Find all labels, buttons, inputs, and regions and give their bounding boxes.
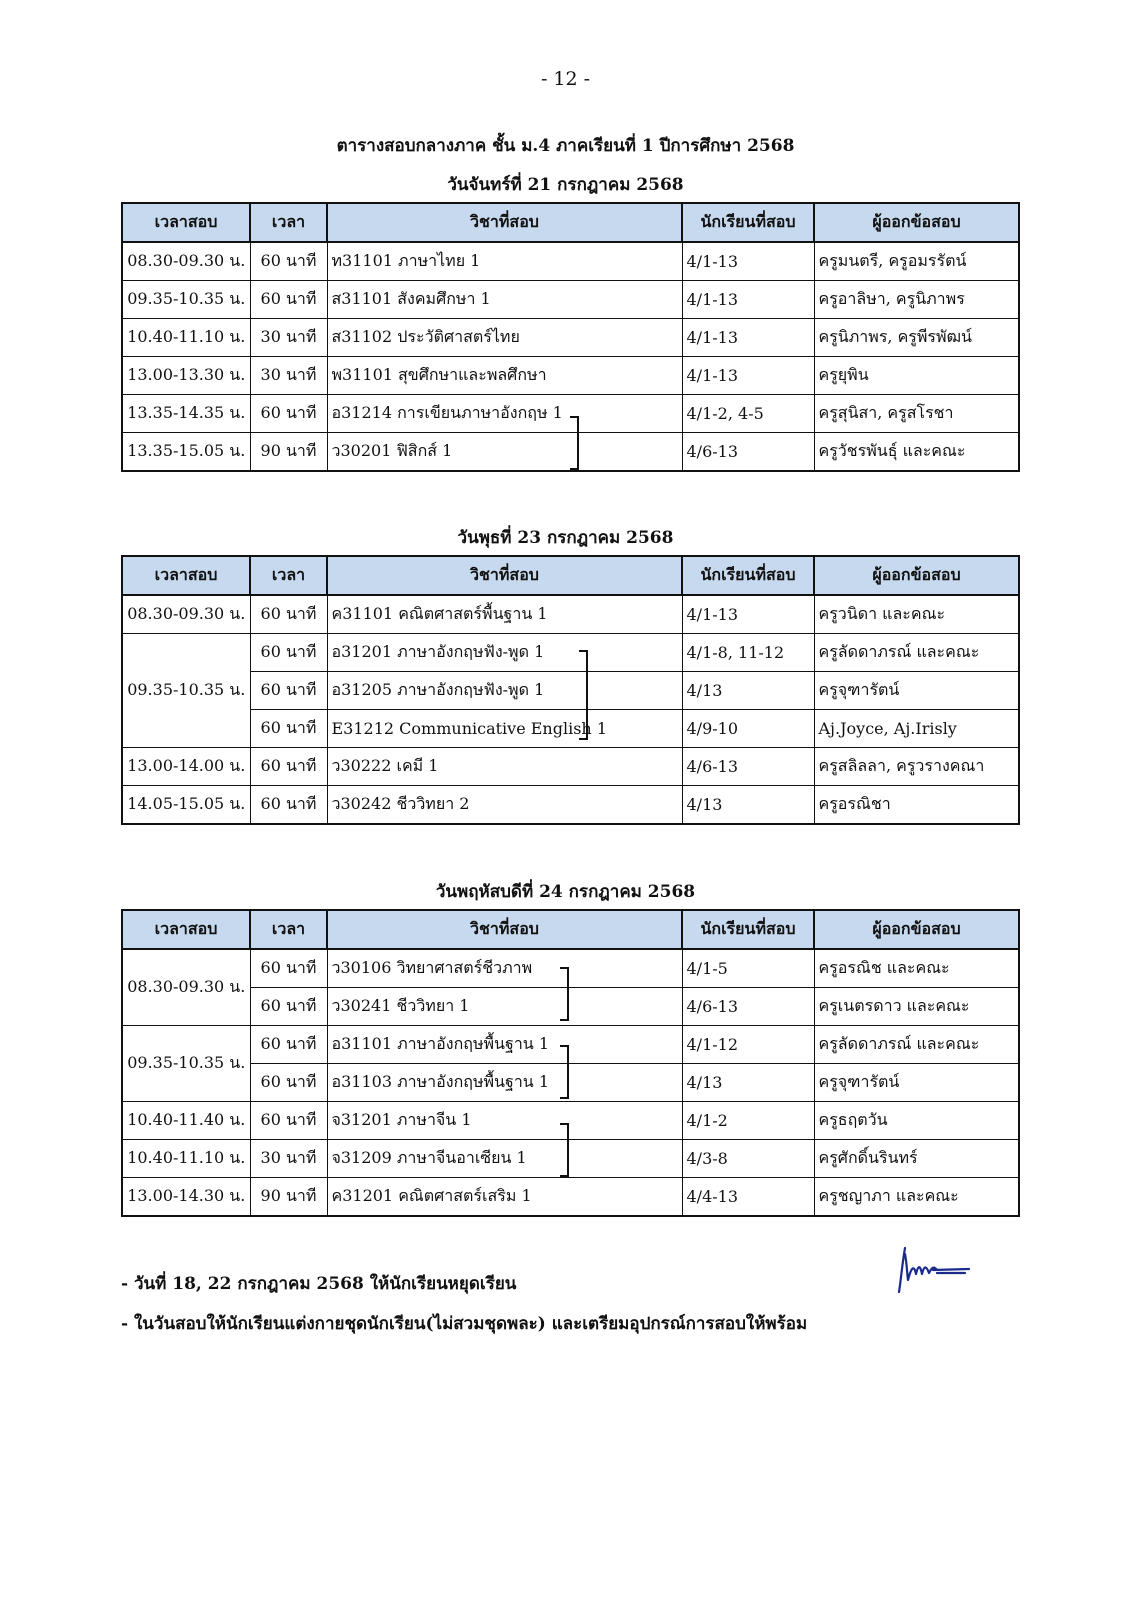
examiner: ครูวัชรพันธุ์ และคณะ bbox=[814, 433, 1019, 472]
exam-time: 09.35-10.35 น. bbox=[122, 281, 250, 319]
subject: อ31101 ภาษาอังกฤษพื้นฐาน 1 bbox=[327, 1026, 682, 1064]
examiner: ครูเนตรดาว และคณะ bbox=[814, 988, 1019, 1026]
exam-time: 10.40-11.10 น. bbox=[122, 319, 250, 357]
subject: ว30241 ชีววิทยา 1 bbox=[327, 988, 682, 1026]
examiner: ครูสุนิสา, ครูสโรชา bbox=[814, 395, 1019, 433]
duration: 60 นาที bbox=[250, 634, 327, 672]
table-row bbox=[122, 595, 1019, 634]
note-holiday: - วันที่ 18, 22 กรกฎาคม 2568 ให้นักเรียนหยุดเรียน bbox=[121, 1274, 517, 1294]
students: 4/6-13 bbox=[682, 433, 814, 472]
header-row bbox=[122, 910, 1019, 949]
header-examiner: ผู้ออกข้อสอบ bbox=[814, 556, 1019, 595]
examiner: ครูลัดดาภรณ์ และคณะ bbox=[814, 1026, 1019, 1064]
table-row bbox=[122, 1102, 1019, 1140]
students: 4/4-13 bbox=[682, 1178, 814, 1217]
duration: 30 นาที bbox=[250, 319, 327, 357]
group-bracket bbox=[570, 416, 579, 470]
examiner: ครูสลิลลา, ครูวรางคณา bbox=[814, 748, 1019, 786]
students: 4/1-13 bbox=[682, 319, 814, 357]
duration: 60 นาที bbox=[250, 672, 327, 710]
group-bracket bbox=[560, 967, 569, 1021]
table-row bbox=[122, 672, 1019, 710]
subject: ว30242 ชีววิทยา 2 bbox=[327, 786, 682, 825]
header-students: นักเรียนที่สอบ bbox=[682, 556, 814, 595]
duration: 60 นาที bbox=[250, 1026, 327, 1064]
examiner: Aj.Joyce, Aj.Irisly bbox=[814, 710, 1019, 748]
examiner: ครูมนตรี, ครูอมรรัตน์ bbox=[814, 242, 1019, 281]
subject: พ31101 สุขศึกษาและพลศึกษา bbox=[327, 357, 682, 395]
exam-time: 13.00-14.30 น. bbox=[122, 1178, 250, 1217]
duration: 30 นาที bbox=[250, 1140, 327, 1178]
exam-time: 13.00-13.30 น. bbox=[122, 357, 250, 395]
students: 4/1-5 bbox=[682, 949, 814, 988]
table-row bbox=[122, 634, 1019, 672]
exam-time: 08.30-09.30 น. bbox=[122, 949, 250, 1026]
header-row bbox=[122, 556, 1019, 595]
subject: อ31214 การเขียนภาษาอังกฤษ 1 bbox=[327, 395, 682, 433]
subject: อ31103 ภาษาอังกฤษพื้นฐาน 1 bbox=[327, 1064, 682, 1102]
exam-time: 13.35-15.05 น. bbox=[122, 433, 250, 472]
examiner: ครูอรณิชา bbox=[814, 786, 1019, 825]
header-subject: วิชาที่สอบ bbox=[327, 203, 682, 242]
duration: 60 นาที bbox=[250, 242, 327, 281]
duration: 60 นาที bbox=[250, 710, 327, 748]
exam-time: 08.30-09.30 น. bbox=[122, 242, 250, 281]
subject: จ31209 ภาษาจีนอาเซียน 1 bbox=[327, 1140, 682, 1178]
subject: ส31102 ประวัติศาสตร์ไทย bbox=[327, 319, 682, 357]
examiner: ครูนิภาพร, ครูพีรพัฒน์ bbox=[814, 319, 1019, 357]
schedule-table-thursday bbox=[121, 909, 1020, 1217]
students: 4/9-10 bbox=[682, 710, 814, 748]
table-row bbox=[122, 1064, 1019, 1102]
exam-time: 09.35-10.35 น. bbox=[122, 1026, 250, 1102]
duration: 30 นาที bbox=[250, 357, 327, 395]
subject: อ31205 ภาษาอังกฤษฟัง-พูด 1 bbox=[327, 672, 682, 710]
duration: 60 นาที bbox=[250, 395, 327, 433]
duration: 60 นาที bbox=[250, 988, 327, 1026]
students: 4/13 bbox=[682, 1064, 814, 1102]
duration: 60 นาที bbox=[250, 786, 327, 825]
students: 4/1-13 bbox=[682, 595, 814, 634]
duration: 60 นาที bbox=[250, 748, 327, 786]
examiner: ครูวนิดา และคณะ bbox=[814, 595, 1019, 634]
table-row bbox=[122, 319, 1019, 357]
header-students: นักเรียนที่สอบ bbox=[682, 910, 814, 949]
subject: ค31201 คณิตศาสตร์เสริม 1 bbox=[327, 1178, 682, 1217]
examiner: ครูลัดดาภรณ์ และคณะ bbox=[814, 634, 1019, 672]
examiner: ครูจุฑารัตน์ bbox=[814, 672, 1019, 710]
subject: ค31101 คณิตศาสตร์พื้นฐาน 1 bbox=[327, 595, 682, 634]
header-row bbox=[122, 203, 1019, 242]
exam-time: 10.40-11.10 น. bbox=[122, 1140, 250, 1178]
duration: 90 นาที bbox=[250, 433, 327, 472]
header-duration: เวลา bbox=[250, 556, 327, 595]
table-row bbox=[122, 281, 1019, 319]
subject: ว30222 เคมี 1 bbox=[327, 748, 682, 786]
examiner: ครูจุฑารัตน์ bbox=[814, 1064, 1019, 1102]
subject: E31212 Communicative English 1 bbox=[327, 710, 682, 748]
note-uniform: - ในวันสอบให้นักเรียนแต่งกายชุดนักเรียน(ไม่สวมชุดพละ) และเตรียมอุปกรณ์การสอบให้พร้อม bbox=[121, 1314, 808, 1334]
document-title: ตารางสอบกลางภาค ชั้น ม.4 ภาคเรียนที่ 1 ปีการศึกษา 2568 bbox=[336, 136, 795, 156]
header-subject: วิชาที่สอบ bbox=[327, 910, 682, 949]
subject: จ31201 ภาษาจีน 1 bbox=[327, 1102, 682, 1140]
page-number: - 12 - bbox=[540, 68, 591, 90]
header-duration: เวลา bbox=[250, 910, 327, 949]
table-row bbox=[122, 949, 1019, 988]
students: 4/1-2 bbox=[682, 1102, 814, 1140]
exam-time: 13.00-14.00 น. bbox=[122, 748, 250, 786]
table-row bbox=[122, 748, 1019, 786]
duration: 90 นาที bbox=[250, 1178, 327, 1217]
header-subject: วิชาที่สอบ bbox=[327, 556, 682, 595]
header-exam-time: เวลาสอบ bbox=[122, 910, 250, 949]
table-row bbox=[122, 710, 1019, 748]
examiner: ครูศักดิ์นรินทร์ bbox=[814, 1140, 1019, 1178]
examiner: ครูชญาภา และคณะ bbox=[814, 1178, 1019, 1217]
group-bracket bbox=[579, 650, 588, 740]
exam-time: 14.05-15.05 น. bbox=[122, 786, 250, 825]
day-heading-wednesday: วันพุธที่ 23 กรกฎาคม 2568 bbox=[457, 528, 674, 548]
students: 4/6-13 bbox=[682, 748, 814, 786]
students: 4/1-2, 4-5 bbox=[682, 395, 814, 433]
duration: 60 นาที bbox=[250, 949, 327, 988]
subject: ว30106 วิทยาศาสตร์ชีวภาพ bbox=[327, 949, 682, 988]
signature bbox=[893, 1240, 973, 1300]
header-exam-time: เวลาสอบ bbox=[122, 203, 250, 242]
day-heading-thursday: วันพฤหัสบดีที่ 24 กรกฎาคม 2568 bbox=[435, 882, 696, 902]
examiner: ครูอรณิช และคณะ bbox=[814, 949, 1019, 988]
header-examiner: ผู้ออกข้อสอบ bbox=[814, 910, 1019, 949]
students: 4/3-8 bbox=[682, 1140, 814, 1178]
day-heading-monday: วันจันทร์ที่ 21 กรกฎาคม 2568 bbox=[447, 175, 684, 195]
subject: อ31201 ภาษาอังกฤษฟัง-พูด 1 bbox=[327, 634, 682, 672]
duration: 60 นาที bbox=[250, 1064, 327, 1102]
students: 4/13 bbox=[682, 786, 814, 825]
table-row bbox=[122, 242, 1019, 281]
table-row bbox=[122, 1026, 1019, 1064]
table-row bbox=[122, 357, 1019, 395]
examiner: ครูยุพิน bbox=[814, 357, 1019, 395]
table-row bbox=[122, 988, 1019, 1026]
exam-time: 13.35-14.35 น. bbox=[122, 395, 250, 433]
group-bracket bbox=[560, 1045, 569, 1099]
schedule-table-wednesday bbox=[121, 555, 1020, 825]
duration: 60 นาที bbox=[250, 281, 327, 319]
subject: ส31101 สังคมศึกษา 1 bbox=[327, 281, 682, 319]
students: 4/1-8, 11-12 bbox=[682, 634, 814, 672]
students: 4/13 bbox=[682, 672, 814, 710]
students: 4/1-13 bbox=[682, 242, 814, 281]
table-row bbox=[122, 1140, 1019, 1178]
table-row bbox=[122, 1178, 1019, 1217]
duration: 60 นาที bbox=[250, 595, 327, 634]
exam-time: 08.30-09.30 น. bbox=[122, 595, 250, 634]
exam-time: 10.40-11.40 น. bbox=[122, 1102, 250, 1140]
group-bracket bbox=[560, 1123, 569, 1177]
header-examiner: ผู้ออกข้อสอบ bbox=[814, 203, 1019, 242]
students: 4/6-13 bbox=[682, 988, 814, 1026]
table-row bbox=[122, 786, 1019, 825]
students: 4/1-13 bbox=[682, 357, 814, 395]
header-duration: เวลา bbox=[250, 203, 327, 242]
subject: ว30201 ฟิสิกส์ 1 bbox=[327, 433, 682, 472]
subject: ท31101 ภาษาไทย 1 bbox=[327, 242, 682, 281]
duration: 60 นาที bbox=[250, 1102, 327, 1140]
students: 4/1-13 bbox=[682, 281, 814, 319]
examiner: ครูธฤตวัน bbox=[814, 1102, 1019, 1140]
exam-time: 09.35-10.35 น. bbox=[122, 634, 250, 748]
header-students: นักเรียนที่สอบ bbox=[682, 203, 814, 242]
examiner: ครูอาลิษา, ครูนิภาพร bbox=[814, 281, 1019, 319]
header-exam-time: เวลาสอบ bbox=[122, 556, 250, 595]
students: 4/1-12 bbox=[682, 1026, 814, 1064]
